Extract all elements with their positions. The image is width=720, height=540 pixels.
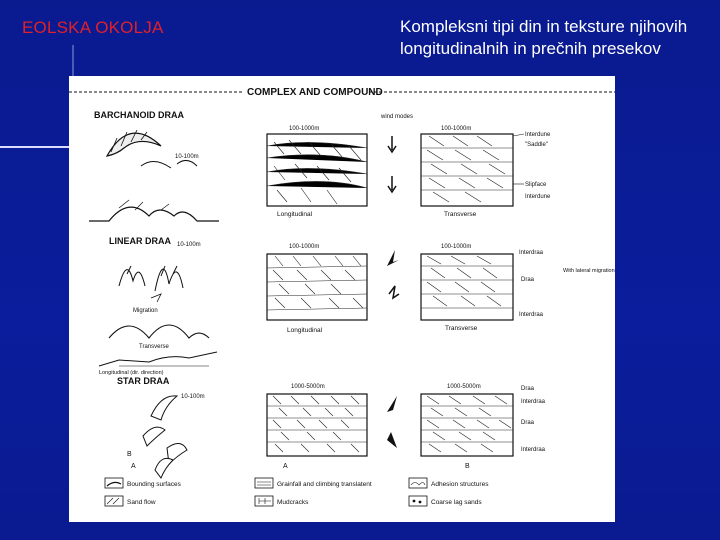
- wind-modes-label: wind modes: [381, 114, 414, 120]
- figure-heading: COMPLEX AND COMPOUND: [247, 87, 383, 98]
- svg-text:Interdraa: Interdraa: [521, 399, 546, 405]
- section-label: EOLSKA OKOLJA: [22, 18, 164, 37]
- svg-text:Coarse lag sands: Coarse lag sands: [431, 499, 482, 506]
- dune-diagram: [69, 76, 615, 522]
- row-3-name: STAR DRAA: [117, 376, 170, 386]
- svg-text:Transverse: Transverse: [139, 344, 169, 350]
- svg-text:A: A: [283, 463, 288, 470]
- svg-text:Grainfall and climbing transla: Grainfall and climbing translatent: [277, 481, 372, 488]
- svg-text:Interdune: Interdune: [525, 132, 551, 138]
- slide-title: Kompleksni tipi din in teksture njihovih longitudinalnih in prečnih presekov: [400, 17, 688, 58]
- svg-text:Adhesion structures: Adhesion structures: [431, 481, 489, 488]
- svg-text:Longitudinal (dir. direction): Longitudinal (dir. direction): [99, 370, 164, 376]
- row-star: [117, 376, 546, 478]
- figure-legend: [105, 478, 489, 506]
- svg-text:Transverse: Transverse: [445, 325, 478, 332]
- svg-text:10-100m: 10-100m: [175, 154, 199, 160]
- svg-text:100-1000m: 100-1000m: [289, 126, 320, 132]
- row-1-name: BARCHANOID DRAA: [94, 110, 184, 120]
- svg-text:Interdune: Interdune: [525, 194, 551, 200]
- svg-text:B: B: [127, 451, 132, 458]
- svg-text:1000-5000m: 1000-5000m: [291, 384, 325, 390]
- svg-text:Draa: Draa: [521, 277, 535, 283]
- svg-text:Draa: Draa: [521, 420, 535, 426]
- row-barchanoid: [89, 110, 551, 221]
- svg-text:A: A: [131, 463, 136, 470]
- svg-text:10-100m: 10-100m: [181, 394, 205, 400]
- svg-text:"Saddle": "Saddle": [525, 142, 548, 148]
- svg-text:Mudcracks: Mudcracks: [277, 499, 309, 506]
- svg-text:100-1000m: 100-1000m: [441, 126, 472, 132]
- svg-text:Migration: Migration: [133, 308, 158, 314]
- row-2-name: LINEAR DRAA: [109, 236, 171, 246]
- svg-text:Longitudinal: Longitudinal: [277, 211, 313, 218]
- svg-text:With lateral migration: With lateral migration: [563, 268, 615, 274]
- svg-text:Slipface: Slipface: [525, 182, 547, 188]
- svg-text:100-1000m: 100-1000m: [289, 244, 320, 250]
- svg-text:Interdraa: Interdraa: [519, 250, 544, 256]
- decorative-horizontal-line: [0, 146, 72, 148]
- row-linear: [99, 236, 615, 376]
- svg-text:Transverse: Transverse: [444, 211, 477, 218]
- figure-panel: [69, 76, 615, 522]
- svg-text:Longitudinal: Longitudinal: [287, 327, 323, 334]
- svg-text:1000-5000m: 1000-5000m: [447, 384, 481, 390]
- svg-text:Interdraa: Interdraa: [521, 447, 546, 453]
- svg-text:10-100m: 10-100m: [177, 242, 201, 248]
- svg-text:Sand flow: Sand flow: [127, 499, 156, 506]
- svg-text:Bounding surfaces: Bounding surfaces: [127, 481, 181, 488]
- svg-text:Interdraa: Interdraa: [519, 312, 544, 318]
- svg-text:100-1000m: 100-1000m: [441, 244, 472, 250]
- svg-text:B: B: [465, 463, 470, 470]
- svg-text:Draa: Draa: [521, 386, 535, 392]
